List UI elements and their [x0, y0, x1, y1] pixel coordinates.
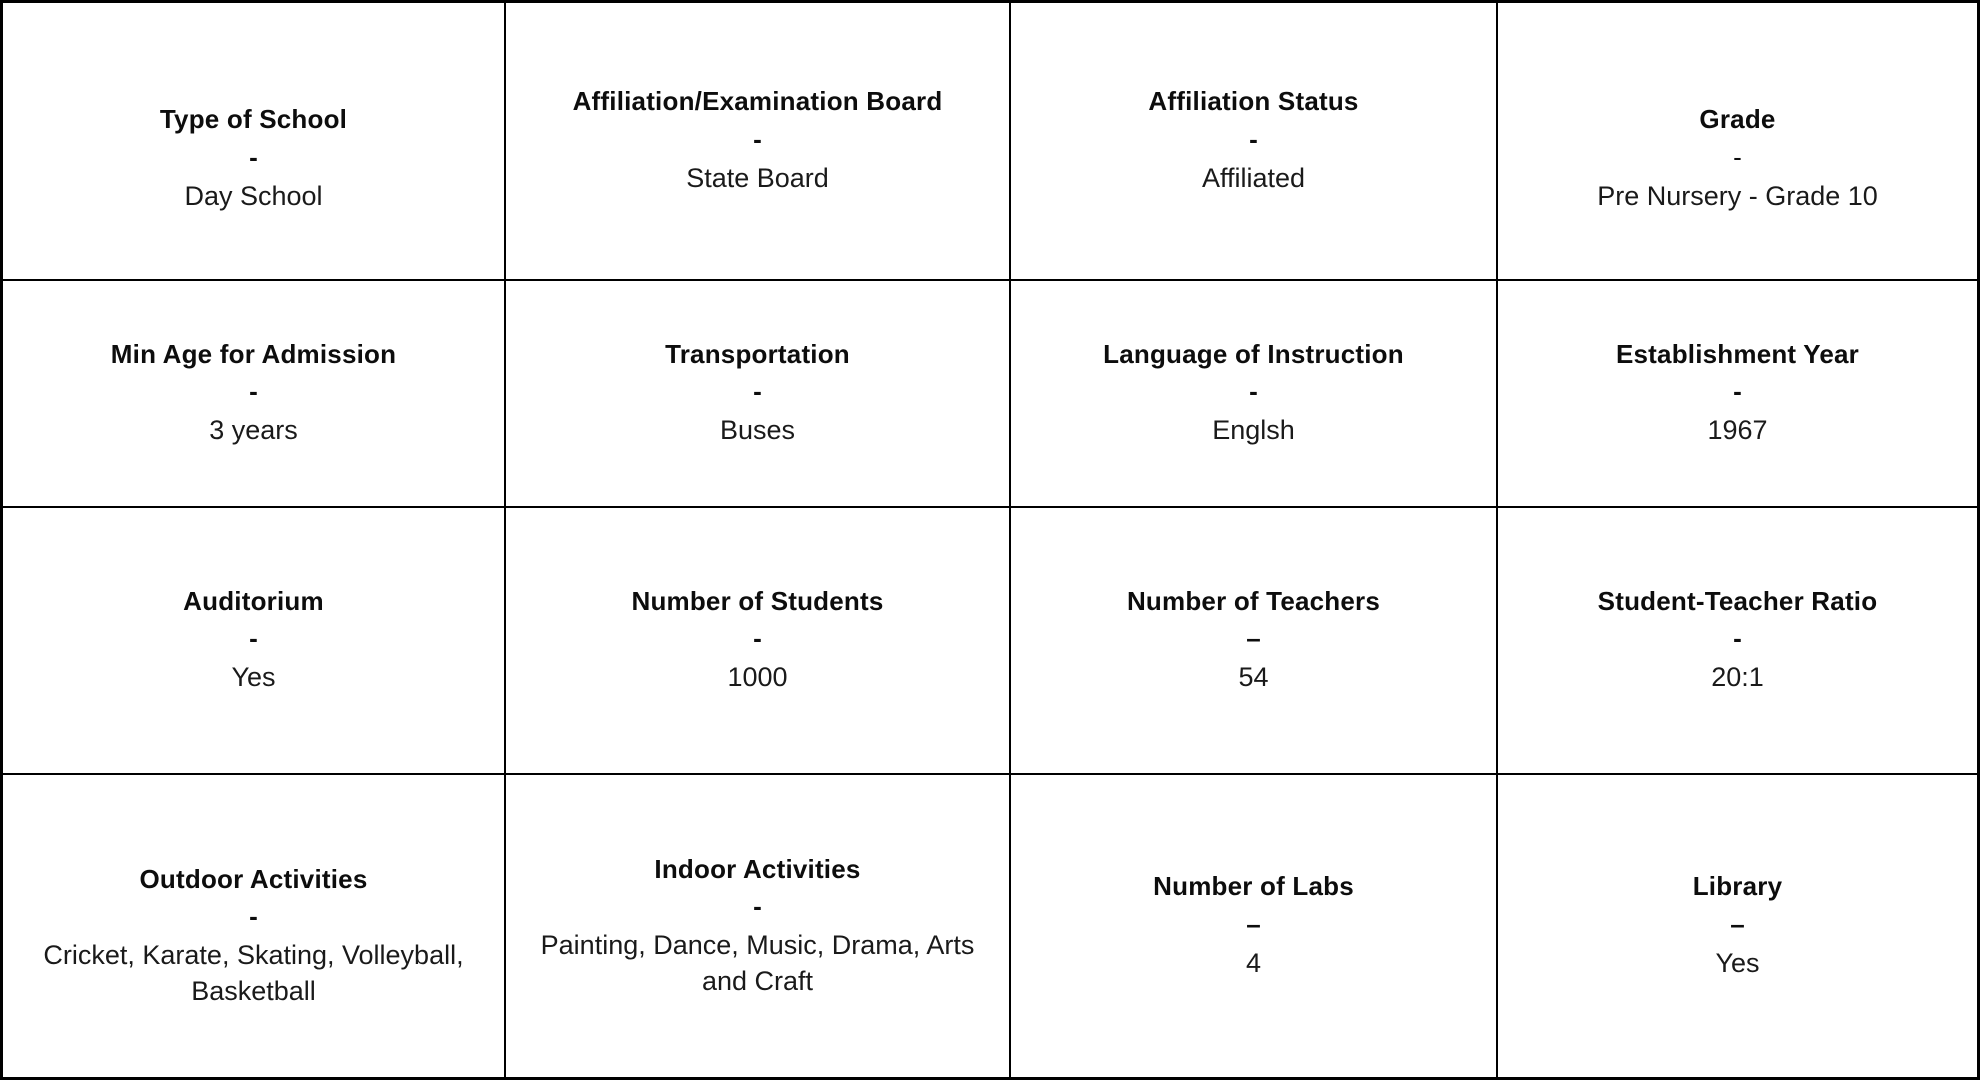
info-cell-grade [1498, 3, 1977, 281]
cell-value: Affiliated [1201, 162, 1306, 193]
cell-separator: - [1249, 376, 1258, 407]
cell-title: Outdoor Activities [139, 863, 368, 894]
cell-title: Number of Labs [1153, 871, 1354, 902]
cell-value: 3 years [209, 415, 298, 446]
cell-value: 1967 [1707, 415, 1768, 446]
cell-separator: - [753, 376, 762, 407]
cell-value: State Board [686, 162, 829, 193]
info-cell-student-teacher-ratio [1498, 508, 1977, 775]
cell-separator: - [249, 141, 258, 172]
cell-value: 54 [1238, 662, 1269, 693]
cell-value: Cricket, Karate, Skating, Volleyball, Basketball [43, 940, 464, 1006]
info-cell-auditorium [3, 508, 506, 775]
info-cell-number-of-labs [1011, 775, 1498, 1077]
cell-title: Number of Teachers [1126, 585, 1381, 616]
cell-separator: - [753, 891, 762, 922]
cell-separator: - [1733, 141, 1742, 172]
cell-separator: – [1246, 908, 1261, 939]
info-cell-min-age-for-admission [3, 281, 506, 508]
cell-value: Yes [231, 662, 276, 693]
cell-separator: - [753, 623, 762, 654]
cell-title: Affiliation Status [1148, 86, 1359, 117]
cell-title: Language of Instruction [1103, 338, 1404, 369]
cell-title: Indoor Activities [654, 853, 861, 884]
cell-value: Buses [719, 415, 796, 446]
cell-separator: - [249, 901, 258, 932]
cell-separator: - [249, 376, 258, 407]
cell-value: 1000 [727, 662, 788, 693]
info-cell-type-of-school [3, 3, 506, 281]
info-cell-library [1498, 775, 1977, 1077]
cell-title: Auditorium [183, 585, 324, 616]
cell-separator: - [1249, 123, 1258, 154]
info-cell-establishment-year [1498, 281, 1977, 508]
info-cell-affiliation-examination-board [506, 3, 1011, 281]
cell-value: Englsh [1212, 415, 1295, 446]
cell-title: Establishment Year [1615, 338, 1859, 369]
cell-separator: – [1246, 623, 1261, 654]
info-cell-number-of-students [506, 508, 1011, 775]
cell-title: Affiliation/Examination Board [572, 86, 943, 117]
info-cell-language-of-instruction [1011, 281, 1498, 508]
cell-title: Number of Students [631, 585, 884, 616]
info-cell-affiliation-status [1011, 3, 1498, 281]
info-cell-indoor-activities [506, 775, 1011, 1077]
cell-value: Painting, Dance, Music, Drama, Arts and Craft [540, 930, 975, 996]
info-cell-transportation [506, 281, 1011, 508]
cell-value: 20:1 [1711, 662, 1764, 693]
cell-title: Transportation [665, 338, 850, 369]
cell-title: Library [1692, 871, 1783, 902]
cell-title: Student-Teacher Ratio [1597, 585, 1878, 616]
cell-separator: - [249, 623, 258, 654]
cell-value: 4 [1245, 947, 1262, 978]
info-cell-outdoor-activities [3, 775, 506, 1077]
cell-title: Min Age for Admission [110, 338, 397, 369]
cell-value: Day School [184, 180, 323, 211]
cell-title: Type of School [159, 104, 348, 135]
cell-separator: - [1733, 376, 1742, 407]
cell-separator: - [1733, 623, 1742, 654]
cell-value: Pre Nursery - Grade 10 [1597, 180, 1878, 211]
cell-value: Yes [1715, 947, 1760, 978]
info-cell-number-of-teachers [1011, 508, 1498, 775]
cell-title: Grade [1699, 104, 1776, 135]
cell-separator: - [753, 123, 762, 154]
cell-separator: – [1730, 908, 1745, 939]
